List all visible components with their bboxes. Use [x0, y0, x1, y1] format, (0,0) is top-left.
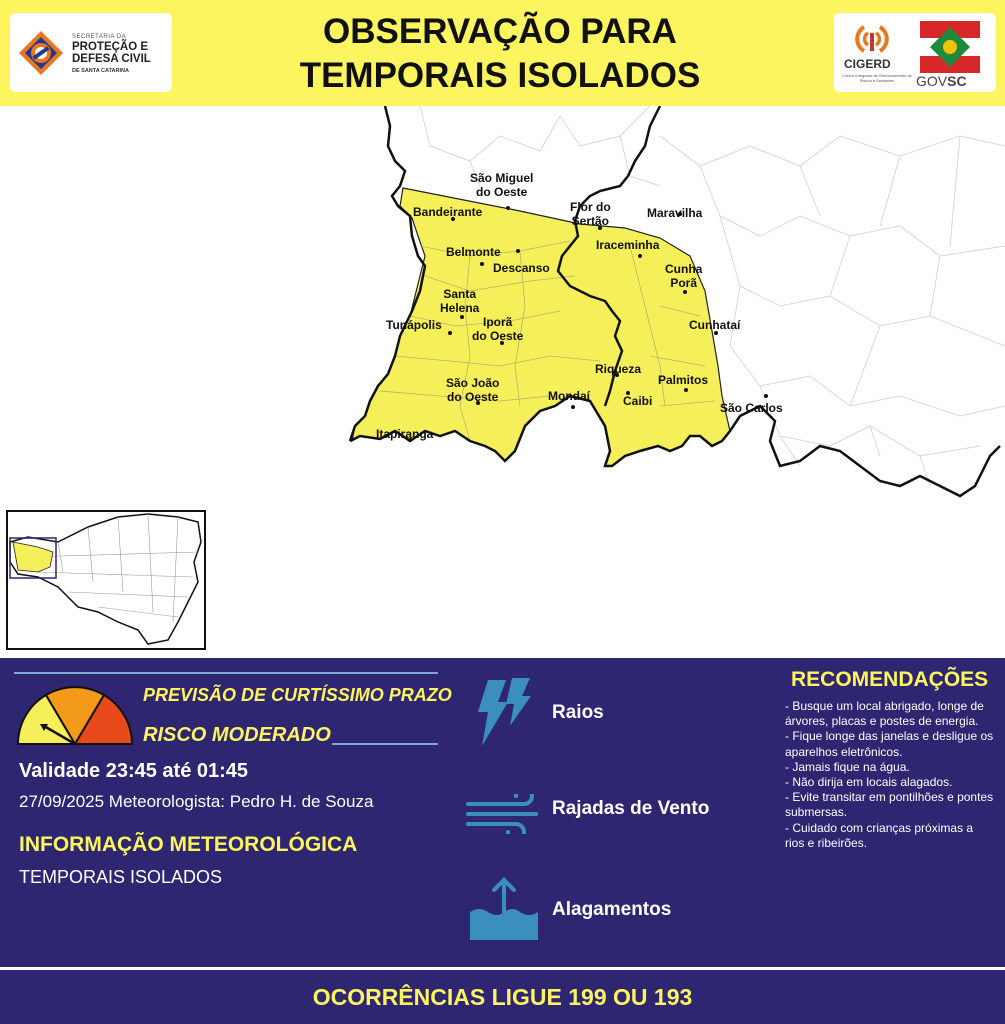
city-label: Santa Helena	[440, 287, 480, 315]
city-label: Iraceminha	[596, 238, 660, 252]
city-label: São Miguel do Oeste	[470, 171, 534, 199]
lightning-icon	[474, 676, 534, 748]
title-line-1: OBSERVAÇÃO PARA	[323, 12, 677, 51]
flood-icon	[468, 876, 540, 942]
recommendation-item: - Jamais fique na água.	[785, 759, 910, 774]
recommendation-item: - Cuidado com crianças próximas a rios e ribeirões.	[785, 820, 974, 850]
info-text: TEMPORAIS ISOLADOS	[19, 867, 223, 887]
wind-icon	[466, 794, 544, 834]
recommendations-list	[785, 699, 995, 851]
emergency-phone-footer: OCORRÊNCIAS LIGUE 199 OU 193	[312, 984, 693, 1010]
title-line-2: TEMPORAIS ISOLADOS	[299, 56, 701, 95]
logo-text-protecao: PROTEÇÃO E	[72, 41, 149, 53]
alert-map[interactable]	[0, 106, 1005, 658]
footer-divider	[0, 967, 1005, 970]
hazard-label-alagamentos: Alagamentos	[552, 899, 672, 920]
city-label: Cunha Porã	[665, 262, 703, 290]
hazard-label-rajadas: Rajadas de Vento	[552, 798, 710, 819]
city-label: São Carlos	[720, 401, 783, 415]
city-label: Flor do Sertão	[570, 200, 611, 228]
date-meteorologist: 27/09/2025 Meteorologista: Pedro H. de Souza	[19, 792, 374, 811]
cigerd-name: CIGERD	[844, 57, 891, 71]
logo-text-sc: DE SANTA CATARINA	[72, 68, 129, 74]
city-label: Cunhataí	[689, 318, 741, 332]
city-label: Maravilha	[647, 206, 703, 220]
hazard-label-raios: Raios	[552, 702, 604, 723]
divider-risk	[332, 743, 438, 745]
info-title: INFORMAÇÃO METEOROLÓGICA	[19, 833, 358, 856]
header	[0, 0, 1005, 106]
recommendation-item: - Busque um local abrigado, longe de árvores, placas e postes de energia.	[785, 699, 984, 729]
city-label: Mondaí	[548, 389, 590, 403]
recommendation-item: - Fique longe das janelas e desligue os aparelhos eletrônicos.	[785, 729, 994, 759]
logo-text-main	[72, 41, 151, 65]
govsc-name	[916, 73, 967, 89]
city-label: Iporã do Oeste	[472, 315, 524, 343]
sc-flag-icon	[920, 21, 980, 73]
sc-state-outline	[10, 514, 201, 644]
government-logos	[834, 13, 996, 92]
defesa-civil-emblem-icon	[18, 30, 64, 76]
recommendation-item: - Não dirija em locais alagados.	[785, 775, 953, 790]
city-label: Belmonte	[446, 245, 501, 259]
city-label: Bandeirante	[413, 205, 483, 219]
defesa-civil-logo	[10, 13, 172, 92]
cigerd-signal-icon	[852, 21, 892, 55]
risk-level: RISCO MODERADO	[143, 724, 331, 746]
forecast-title: PREVISÃO DE CURTÍSSIMO PRAZO	[143, 685, 452, 705]
city-label: Palmitos	[658, 373, 709, 387]
gov-suffix: SC	[947, 73, 967, 89]
page-title	[200, 10, 800, 98]
inset-map-canvas	[8, 512, 204, 648]
risk-gauge-icon	[14, 684, 136, 746]
info-panel	[0, 658, 1005, 1024]
logo-text-secretaria: SECRETARIA DA	[72, 34, 127, 40]
city-label: Itapiranga	[376, 427, 434, 441]
city-label: Riqueza	[595, 362, 642, 376]
logo-text-defesa: DEFESA CIVIL	[72, 53, 151, 65]
city-label: Descanso	[493, 261, 550, 275]
recommendations-title: RECOMENDAÇÕES	[791, 668, 989, 691]
validity-period: Validade 23:45 até 01:45	[19, 760, 249, 782]
recommendation-item: - Evite transitar em pontilhões e pontes submersas.	[785, 790, 994, 820]
city-label: São João do Oeste	[446, 376, 500, 404]
locator-inset-map	[6, 510, 206, 650]
city-label: Tunápolis	[386, 318, 442, 332]
city-label: Caibi	[623, 394, 653, 408]
gov-prefix: GOV	[916, 73, 948, 89]
divider-top	[14, 672, 438, 674]
cigerd-subtitle: Centro Integrado de Gerenciamento de Riscos e Desastres	[842, 73, 912, 83]
